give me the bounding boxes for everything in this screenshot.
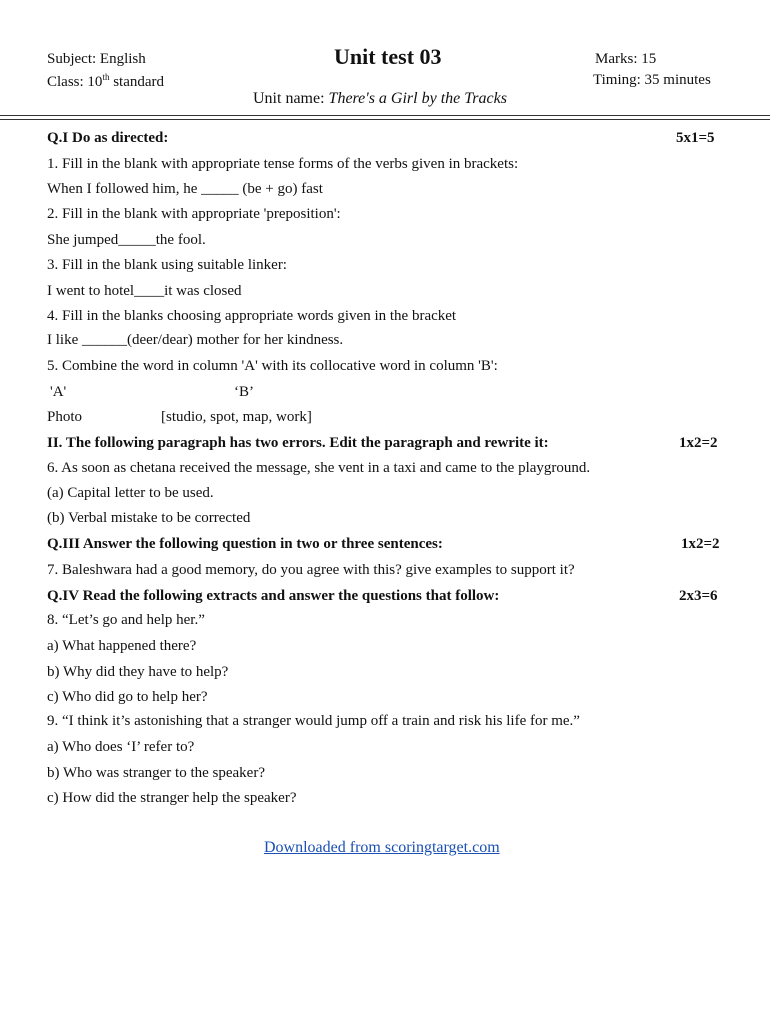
question-3-text: I went to hotel____it was closed xyxy=(47,283,242,299)
unit-name-line xyxy=(253,90,507,108)
section-1-heading: Q.I Do as directed: xyxy=(47,130,169,146)
question-8-a: a) What happened there? xyxy=(47,638,197,654)
marks-label: Marks: 15 xyxy=(595,51,657,67)
question-2-text: She jumped_____the fool. xyxy=(47,232,206,248)
section-4-marks: 2x3=6 xyxy=(679,588,718,604)
question-4-text: I like ______(deer/dear) mother for her kindness. xyxy=(47,332,344,348)
section-1-marks: 5x1=5 xyxy=(676,130,715,146)
question-4: 4. Fill in the blanks choosing appropriate words given in the bracket xyxy=(47,308,457,324)
section-4-heading: Q.IV Read the following extracts and answer the questions that follow: xyxy=(47,588,500,604)
header-divider-top xyxy=(0,115,770,116)
page-title: Unit test 03 xyxy=(334,44,442,69)
class-prefix: Class: 10 xyxy=(47,74,103,90)
section-3-marks: 1x2=2 xyxy=(681,536,720,552)
question-3: 3. Fill in the blank using suitable linker: xyxy=(47,257,287,273)
class-suffix: standard xyxy=(109,74,165,90)
question-7: 7. Baleshwara had a good memory, do you agree with this? give examples to support it? xyxy=(47,562,575,578)
question-5: 5. Combine the word in column 'A' with its collocative word in column 'B': xyxy=(47,358,498,374)
column-b-header: ‘B’ xyxy=(234,384,254,400)
question-6: 6. As soon as chetana received the message, she vent in a taxi and came to the playground. xyxy=(47,460,591,476)
section-2-marks: 1x2=2 xyxy=(679,435,718,451)
unit-name: There's a Girl by the Tracks xyxy=(328,90,507,107)
question-1-text: When I followed him, he _____ (be + go) fast xyxy=(47,181,323,197)
column-b-options: [studio, spot, map, work] xyxy=(161,409,312,425)
section-2-heading: II. The following paragraph has two errors. Edit the paragraph and rewrite it: xyxy=(47,435,549,451)
header-divider-bottom xyxy=(0,119,770,120)
class-label xyxy=(47,72,164,91)
section-3-heading: Q.III Answer the following question in two or three sentences: xyxy=(47,536,443,552)
class-sup: th xyxy=(102,72,110,82)
question-8-c: c) Who did go to help her? xyxy=(47,689,208,705)
question-6-hint-a: (a) Capital letter to be used. xyxy=(47,485,214,501)
question-8: 8. “Let’s go and help her.” xyxy=(47,612,205,628)
unit-label: Unit name: xyxy=(253,90,329,107)
question-9: 9. “I think it’s astonishing that a stranger would jump off a train and risk his life for me.” xyxy=(47,713,580,729)
subject-label: Subject: English xyxy=(47,51,146,67)
question-8-b: b) Why did they have to help? xyxy=(47,664,229,680)
timing-label: Timing: 35 minutes xyxy=(593,72,711,88)
question-9-c: c) How did the stranger help the speaker? xyxy=(47,790,297,806)
download-link[interactable]: Downloaded from scoringtarget.com xyxy=(264,839,500,856)
column-a-word: Photo xyxy=(47,409,83,425)
column-a-header: 'A' xyxy=(50,384,67,400)
question-9-b: b) Who was stranger to the speaker? xyxy=(47,765,265,781)
question-9-a: a) Who does ‘I’ refer to? xyxy=(47,739,195,755)
question-2: 2. Fill in the blank with appropriate 'preposition': xyxy=(47,206,341,222)
question-1: 1. Fill in the blank with appropriate tense forms of the verbs given in brackets: xyxy=(47,156,519,172)
question-6-hint-b: (b) Verbal mistake to be corrected xyxy=(47,510,251,526)
